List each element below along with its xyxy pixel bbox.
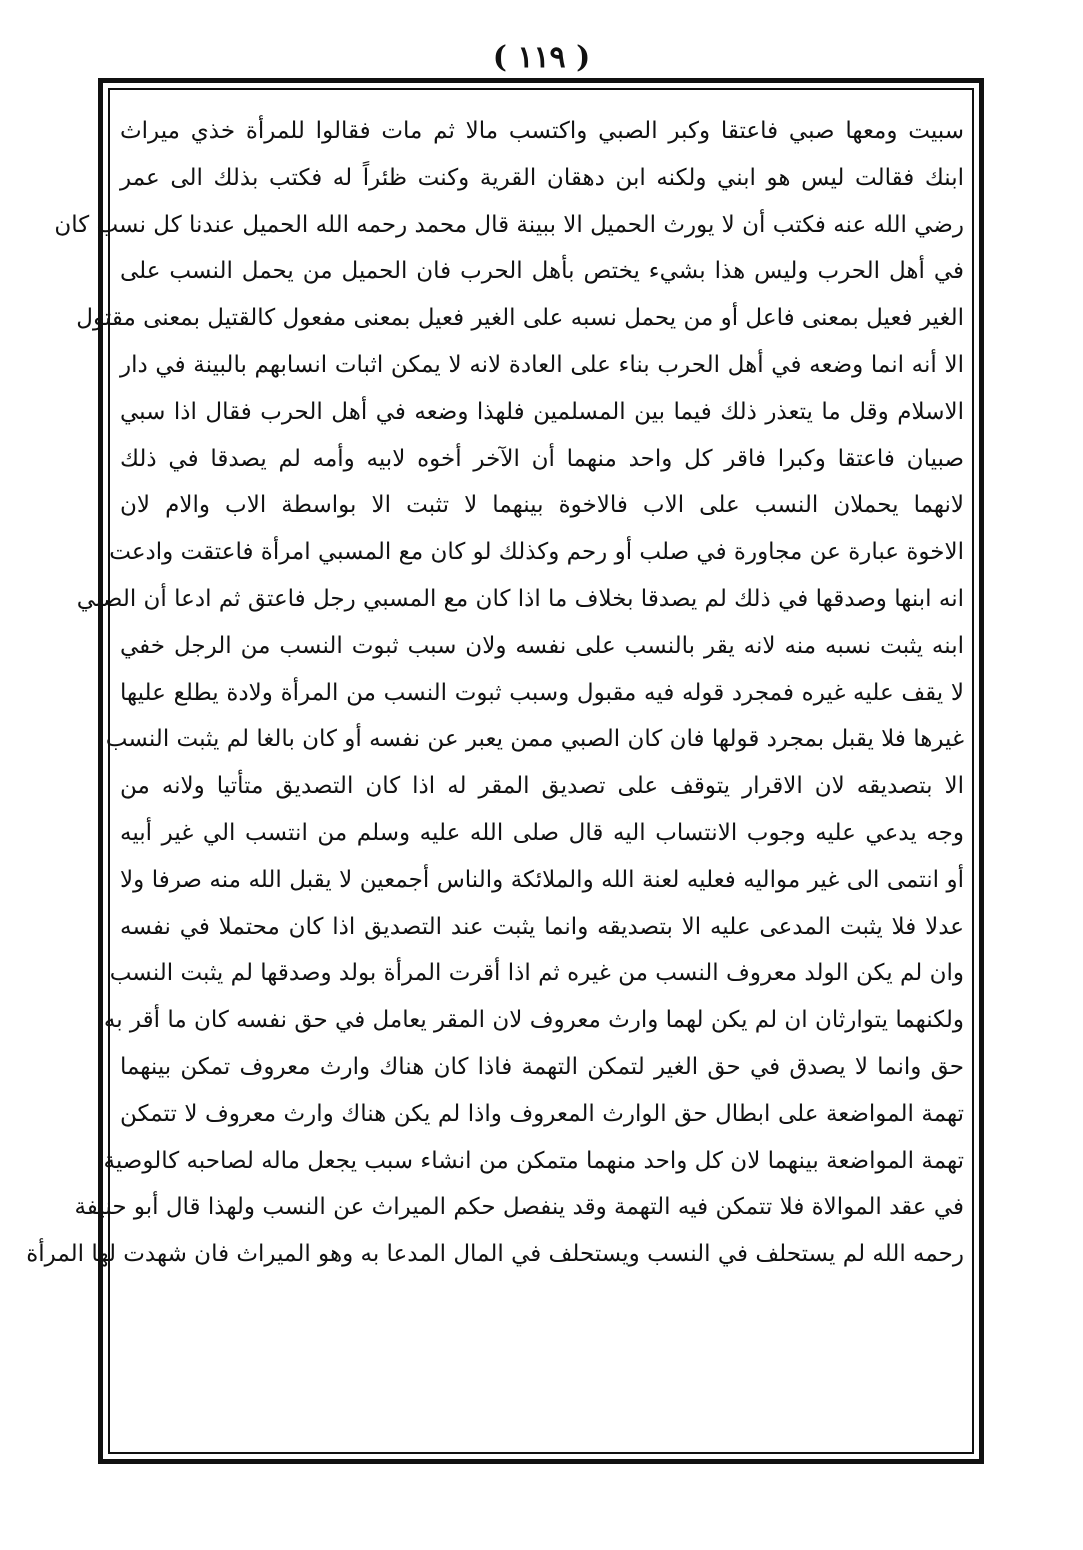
text-line: وان لم يكن الولد معروف النسب من غيره ثم اذا أقرت المرأة بولد وصدقها لم يثبت النسب: [109, 960, 964, 987]
text-line: تهمة المواضعة بينهما لان كل واحد منهما متمكن من انشاء سبب يجعل ماله لصاحبه كالوصية: [103, 1147, 964, 1174]
text-line: غيرها فلا يقبل بمجرد قولها فان كان الصبي ممن يعبر عن نفسه أو كان بالغا لم يثبت النسب: [105, 726, 964, 753]
page-number: ( ١١٩ ): [492, 40, 591, 75]
text-line: رحمه الله لم يستحلف في النسب ويستحلف في المال المدعا به وهو الميراث فان شهدت لها المرأة: [26, 1241, 964, 1268]
text-line: تهمة المواضعة على ابطال حق الوارث المعروف واذا لم يكن هناك وارث معروف لا تتمكن: [120, 1100, 964, 1127]
text-line: صبيان فاعتقا وكبرا فاقر كل واحد منهما أن الآخر أخوه لابيه وأمه لم يصدقا في ذلك: [120, 445, 964, 472]
text-line: الاخوة عبارة عن مجاورة في صلب أو رحم وكذلك لو كان مع المسبي امرأة فاعتقت وادعت: [109, 539, 964, 566]
text-line: حق وانما لا يصدق في حق الغير لتمكن التهمة فاذا كان هناك وارث معروف تمكن بينهما: [120, 1053, 964, 1080]
text-line: عدلا فلا يثبت المدعى عليه الا بتصديقه وانما يثبت عند التصديق اذا كان محتملا في نفسه: [120, 913, 964, 940]
text-line: أو انتمى الى غير مواليه فعليه لعنة الله والملائكة والناس أجمعين لا يقبل الله منه صرفا ولا: [120, 866, 964, 893]
text-line: في عقد الموالاة فلا تتمكن فيه التهمة وقد ينفصل حكم الميراث عن النسب ولهذا قال أبو حنيفة: [74, 1194, 964, 1221]
text-line: ولكنهما يتوارثان ان لم يكن لهما وارث معروف لان المقر يعامل في حق نفسه كان ما أقر به: [103, 1007, 964, 1034]
text-line: الغير فعيل بمعنى فاعل أو من يحمل نسبه على الغير فعيل بمعنى مفعول كالقتيل بمعنى مقتول: [76, 305, 964, 332]
text-line: ابنه يثبت نسبه منه لانه يقر بالنسب على نفسه ولان سبب ثبوت النسب من الرجل خفي: [120, 632, 964, 659]
text-line: ابنك فقالت ليس هو ابني ولكنه ابن دهقان القرية وكنت ظئراً له فكتب بذلك الى عمر: [120, 164, 964, 191]
text-line: سبيت ومعها صبي فاعتقا وكبر الصبي واكتسب مالا ثم مات فقالوا للمرأة خذي ميراث: [120, 118, 964, 144]
text-line: لا يقف عليه غيره فمجرد قوله فيه مقبول وسبب ثبوت النسب من المرأة ولادة يطلع عليها: [120, 679, 964, 706]
text-line: في أهل الحرب وليس هذا بشيء يختص بأهل الحرب فان الحميل من يحمل النسب على: [120, 258, 964, 285]
text-line: الاسلام وقل ما يتعذر ذلك فيما بين المسلمين فلهذا وضعه في أهل الحرب فقال اذا سبي: [120, 398, 964, 425]
text-line: الا بتصديقه لان الاقرار يتوقف على تصديق المقر له اذا كان التصديق متأتيا ولانه من: [120, 773, 964, 800]
text-line: لانهما يحملان النسب على الاب فالاخوة بينهما لا تثبت الا بواسطة الاب والام لان: [120, 492, 964, 519]
text-line: رضي الله عنه فكتب أن لا يورث الحميل الا ببينة قال محمد رحمه الله الحميل عندنا كل نسب كان: [54, 211, 964, 238]
text-line: وجه يدعي عليه وجوب الانتساب اليه قال صلى الله عليه وسلم من انتسب الي غير أبيه: [120, 819, 964, 846]
text-line: انه ابنها وصدقها في ذلك لم يصدقا بخلاف ما اذا كان مع المسبي رجل فاعتق ثم ادعا أن الصبي: [76, 585, 964, 612]
text-line: الا أنه انما وضعه في أهل الحرب بناء على العادة لانه لا يمكن اثبات انسابهم بالبينة في دار: [120, 351, 964, 378]
arabic-text-body: [26, 108, 964, 1448]
